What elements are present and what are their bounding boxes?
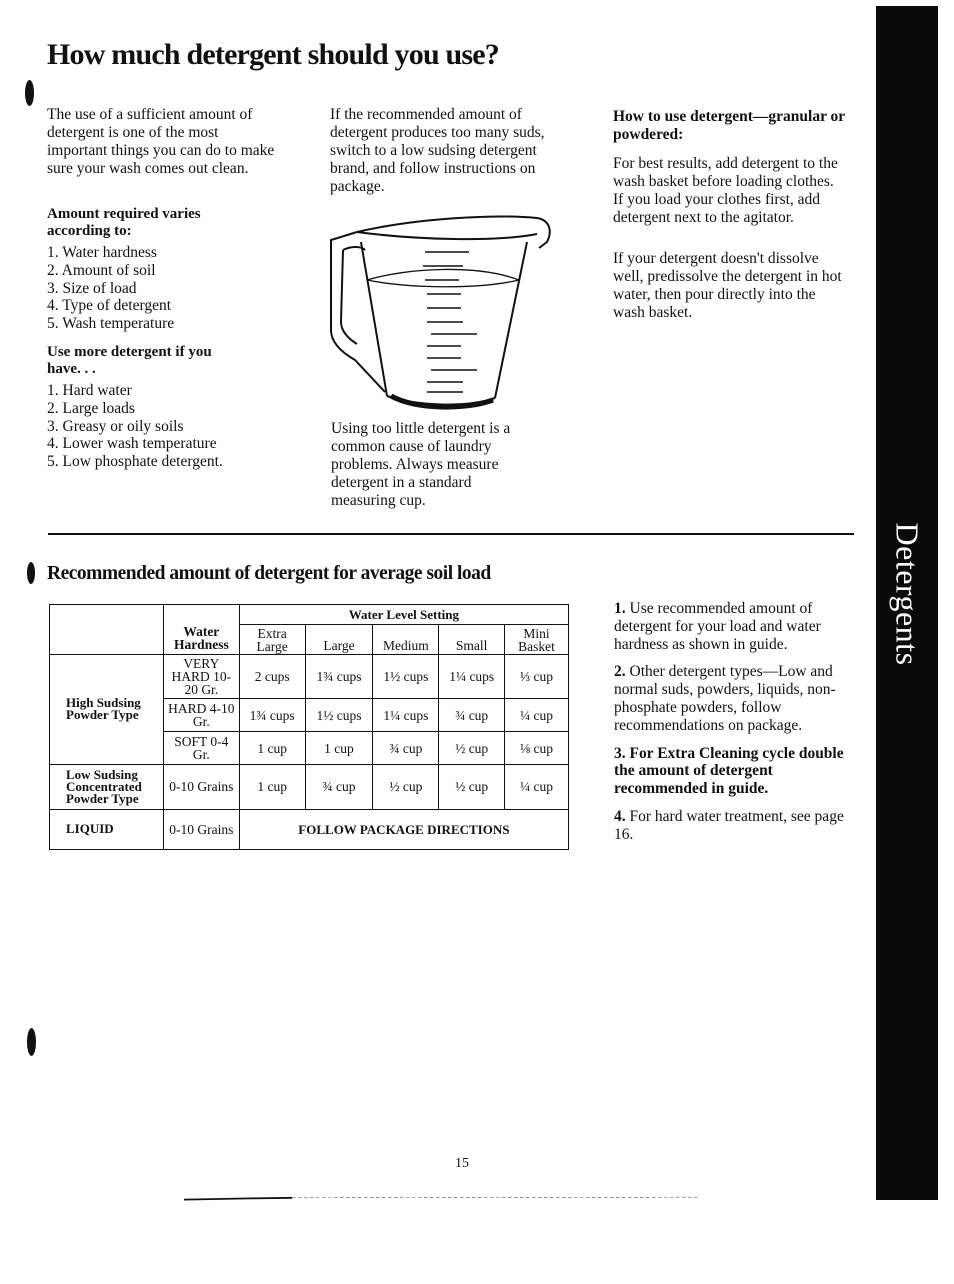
amount-cell: 1½ cups bbox=[305, 699, 373, 732]
row-label-liquid: LIQUID bbox=[50, 809, 164, 849]
note-number: 4. bbox=[614, 807, 626, 825]
section-heading: Recommended amount of detergent for average soil load bbox=[47, 563, 491, 584]
amount-cell: ¾ cup bbox=[439, 699, 505, 732]
hardness-cell: VERY HARD 10-20 Gr. bbox=[163, 655, 239, 699]
note-number: 1. bbox=[614, 600, 626, 617]
list-item: 3. Greasy or oily soils bbox=[47, 417, 184, 435]
list-item: 5. Low phosphate detergent. bbox=[47, 453, 223, 471]
list-item: 4. Lower wash temperature bbox=[47, 435, 217, 453]
notes-list bbox=[614, 600, 854, 854]
list-item: 2. Amount of soil bbox=[47, 261, 156, 279]
list-item: 1. Hard water bbox=[47, 382, 132, 399]
list-item: 1. Water hardness bbox=[47, 244, 157, 261]
page-number: 15 bbox=[455, 1156, 469, 1171]
list-item: 3. Size of load bbox=[47, 279, 137, 297]
granular-paragraph-2: If your detergent doesn't dissolve well, predissolve the detergent in hot water, then pour directly into the wash basket. bbox=[613, 250, 842, 321]
measuring-cup-illustration bbox=[327, 210, 555, 412]
varies-heading: Amount required varies according to: bbox=[47, 206, 201, 239]
note-item bbox=[614, 808, 854, 844]
amount-cell: 1¼ cups bbox=[439, 655, 505, 699]
intro-paragraph: The use of a sufficient amount of detergent is one of the most important things you can do to make sure your wash comes out clean. bbox=[47, 106, 275, 177]
hardness-cell: 0-10 Grains bbox=[163, 809, 239, 849]
list-item: 5. Wash temperature bbox=[47, 315, 175, 333]
section-tab-label: Detergents bbox=[889, 522, 926, 666]
note-text: Other detergent types—Low and normal suds, powders, liquids, non-phosphate powders, follow recommendations on package. bbox=[614, 663, 836, 734]
hardness-cell: 0-10 Grains bbox=[163, 764, 239, 809]
amount-cell: 2 cups bbox=[239, 655, 305, 699]
amount-cell: 1¾ cups bbox=[239, 699, 305, 732]
amount-cell: ¾ cup bbox=[305, 764, 373, 809]
amount-cell: 1½ cups bbox=[373, 655, 439, 699]
note-text: Use recommended amount of detergent for your load and water hardness as shown in guide. bbox=[614, 600, 821, 653]
liquid-note: FOLLOW PACKAGE DIRECTIONS bbox=[239, 809, 568, 849]
level-header: Large bbox=[305, 625, 373, 655]
amount-cell: ¾ cup bbox=[373, 732, 439, 764]
page-title: How much detergent should you use? bbox=[47, 38, 500, 71]
cup-caption: Using too little detergent is a common cause of laundry problems. Always measure detergent in a standard measuring cup. bbox=[331, 420, 511, 509]
amount-cell: ¼ cup bbox=[505, 764, 569, 809]
list-item: 4. Type of detergent bbox=[47, 297, 172, 315]
water-hardness-header: Water Hardness bbox=[163, 605, 239, 655]
amount-cell: ⅛ cup bbox=[505, 732, 569, 764]
more-heading: Use more detergent if you have. . . bbox=[47, 344, 212, 377]
more-list bbox=[47, 382, 287, 471]
note-number: 2. bbox=[614, 663, 626, 681]
section-tab bbox=[876, 6, 938, 1200]
note-item bbox=[614, 745, 854, 798]
amount-cell: ½ cup bbox=[439, 764, 505, 809]
amount-cell: 1 cup bbox=[305, 732, 373, 764]
suds-paragraph: If the recommended amount of detergent produces too many suds, switch to a low sudsing detergent brand, and follow instructions on package. bbox=[330, 106, 545, 195]
level-header: Extra Large bbox=[239, 625, 305, 655]
margin-mark bbox=[25, 80, 34, 106]
detergent-table bbox=[49, 604, 569, 850]
note-text: For hard water treatment, see page 16. bbox=[614, 807, 844, 843]
note-text: For Extra Cleaning cycle double the amount of detergent recommended in guide. bbox=[614, 744, 844, 798]
note-item bbox=[614, 663, 854, 734]
list-item: 2. Large loads bbox=[47, 399, 135, 417]
row-label-low-sudsing: Low Sudsing Concentrated Powder Type bbox=[50, 764, 164, 809]
scan-artifact bbox=[12, 1196, 872, 1202]
note-item bbox=[614, 600, 854, 653]
hardness-cell: SOFT 0-4 Gr. bbox=[163, 732, 239, 764]
granular-heading: How to use detergent—granular or powdered: bbox=[613, 108, 845, 143]
amount-cell: 1¼ cups bbox=[373, 699, 439, 732]
amount-cell: ⅓ cup bbox=[505, 655, 569, 699]
water-level-header: Water Level Setting bbox=[239, 605, 568, 625]
margin-mark bbox=[27, 1028, 36, 1056]
varies-list bbox=[47, 244, 277, 333]
amount-cell: ¼ cup bbox=[505, 699, 569, 732]
hardness-cell: HARD 4-10 Gr. bbox=[163, 699, 239, 732]
amount-cell: 1 cup bbox=[239, 764, 305, 809]
note-number: 3. bbox=[614, 744, 626, 762]
level-header: Small bbox=[439, 625, 505, 655]
level-header: Mini Basket bbox=[505, 625, 569, 655]
level-header: Medium bbox=[373, 625, 439, 655]
section-divider bbox=[48, 533, 854, 535]
table-corner bbox=[50, 605, 164, 655]
granular-paragraph-1: For best results, add detergent to the wash basket before loading clothes. If you load your clothes first, add detergent next to the agitator. bbox=[613, 155, 838, 226]
amount-cell: ½ cup bbox=[373, 764, 439, 809]
amount-cell: 1¾ cups bbox=[305, 655, 373, 699]
amount-cell: ½ cup bbox=[439, 732, 505, 764]
row-label-high-sudsing: High Sudsing Powder Type bbox=[50, 655, 164, 764]
amount-cell: 1 cup bbox=[239, 732, 305, 764]
margin-mark bbox=[27, 562, 35, 584]
